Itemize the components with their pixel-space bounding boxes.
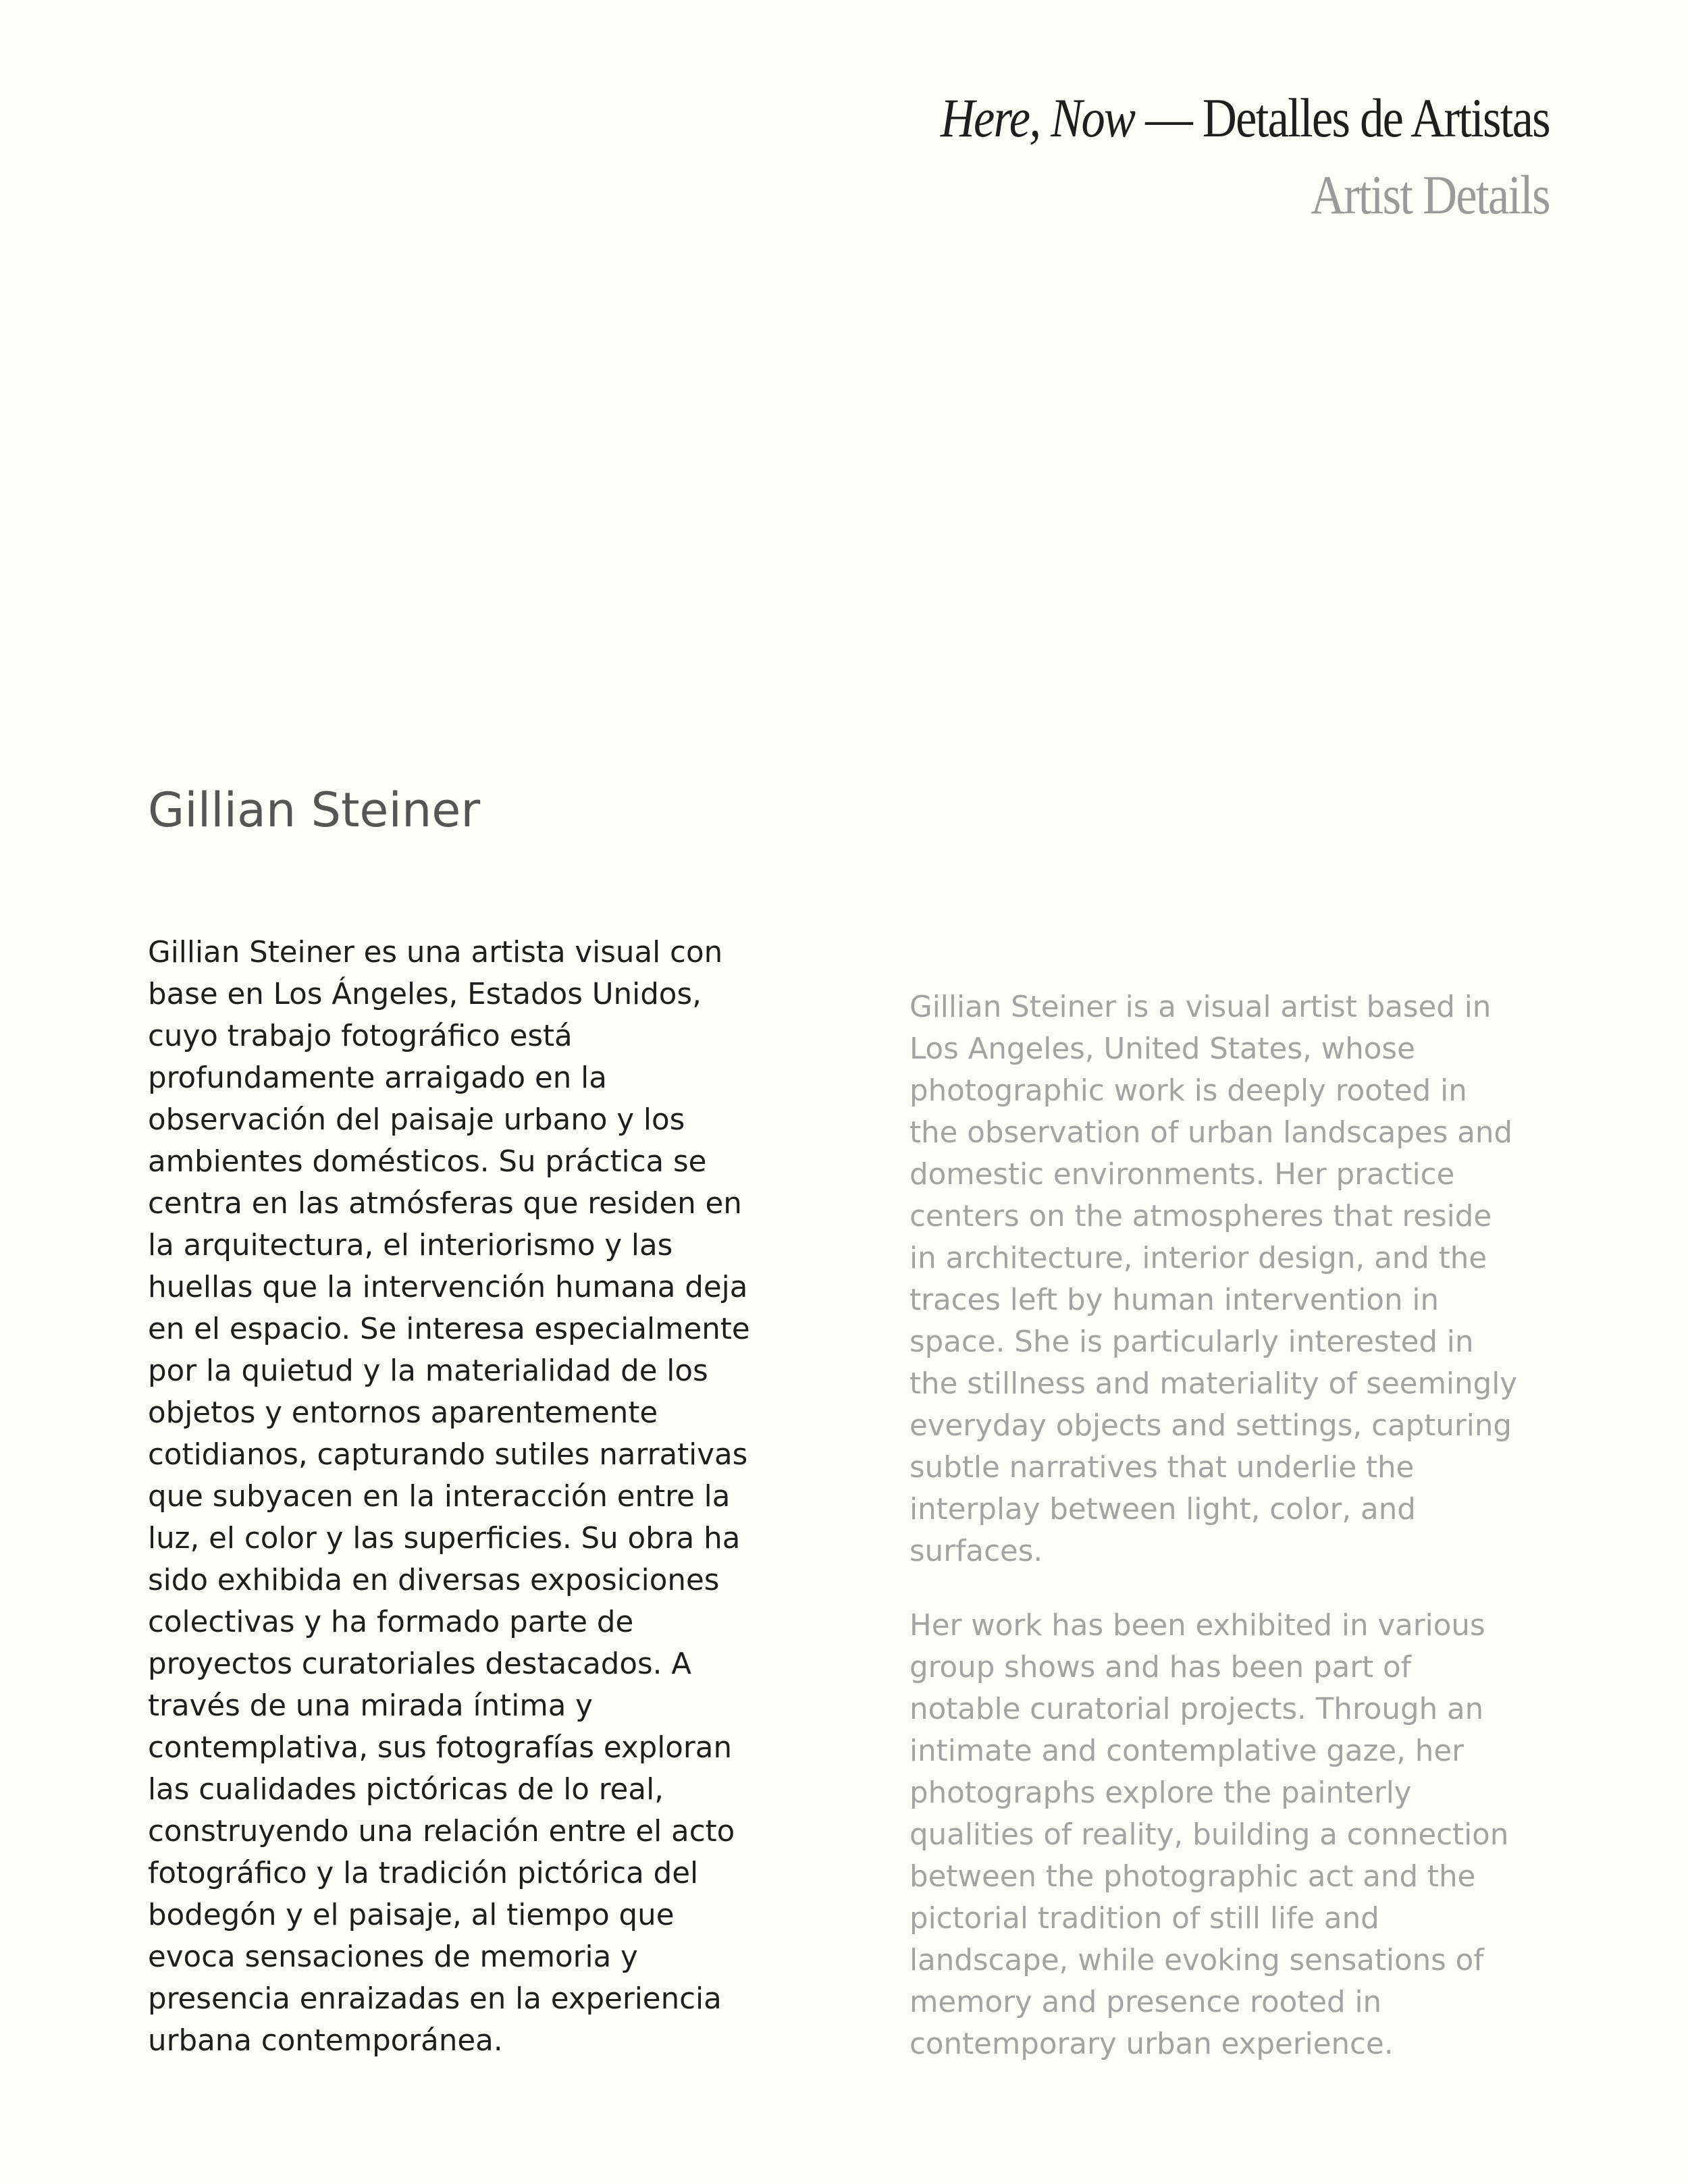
- bio-es-line: Gillian Steiner es una artista visual con: [148, 936, 723, 969]
- bio-en-line: interplay between light, color, and: [909, 1493, 1416, 1526]
- bio-es-line: contemplativa, sus fotografías exploran: [148, 1731, 733, 1765]
- bio-es-line: base en Los Ángeles, Estados Unidos,: [148, 978, 702, 1011]
- bio-es-line: que subyacen en la interacción entre la: [148, 1480, 731, 1514]
- bio-es-line: urbana contemporánea.: [148, 2024, 503, 2058]
- bio-es-line: huellas que la intervención humana deja: [148, 1271, 748, 1304]
- bio-es-line: por la quietud y la materialidad de los: [148, 1354, 708, 1388]
- bio-es-line: centra en las atmósferas que residen en: [148, 1187, 742, 1221]
- exhibition-title: Here, Now: [940, 87, 1135, 149]
- bio-es-line: cuyo trabajo fotográfico está: [148, 1019, 573, 1053]
- bio-es-line: observación del paisaje urbano y los: [148, 1103, 685, 1137]
- bio-es-line: luz, el color y las superficies. Su obra ha: [148, 1522, 741, 1555]
- bio-en-line: Los Angeles, United States, whose: [909, 1032, 1415, 1066]
- artist-name: Gillian Steiner: [148, 782, 481, 838]
- bio-en-line: Gillian Steiner is a visual artist based in: [909, 990, 1492, 1024]
- bio-en-line: centers on the atmospheres that reside: [909, 1200, 1492, 1233]
- bio-en-line: in architecture, interior design, and the: [909, 1242, 1487, 1275]
- bio-es-line: fotográfico y la tradición pictórica del: [148, 1857, 699, 1890]
- bio-en-line: qualities of reality, building a connection: [909, 1818, 1509, 1852]
- bio-en-line: photographic work is deeply rooted in: [909, 1074, 1467, 1108]
- bio-en-line: contemporary urban experience.: [909, 2027, 1394, 2061]
- bio-en-line: pictorial tradition of still life and: [909, 1902, 1379, 1936]
- bio-es-line: través de una mirada íntima y: [148, 1689, 593, 1723]
- bio-es-line: construyendo una relación entre el acto: [148, 1815, 735, 1848]
- header-title-rest: — Detalles de Artistas: [1134, 87, 1550, 149]
- bio-en-line: surfaces.: [909, 1535, 1043, 1568]
- bio-en-line: traces left by human intervention in: [909, 1283, 1440, 1317]
- bio-es-line: ambientes domésticos. Su práctica se: [148, 1145, 707, 1179]
- bio-en-line: domestic environments. Her practice: [909, 1158, 1455, 1192]
- bio-en-line: group shows and has been part of: [909, 1651, 1411, 1684]
- bio-spanish: [148, 932, 750, 2062]
- header-subtitle: Artist Details: [1311, 164, 1550, 225]
- page-header: [841, 84, 1550, 229]
- bio-en-line: the observation of urban landscapes and: [909, 1116, 1513, 1150]
- bio-en-line: notable curatorial projects. Through an: [909, 1693, 1484, 1726]
- header-title: [941, 84, 1550, 152]
- bio-en-line: everyday objects and settings, capturing: [909, 1409, 1512, 1443]
- bio-en-line: subtle narratives that underlie the: [909, 1451, 1415, 1485]
- bio-en-line: between the photographic act and the: [909, 1860, 1476, 1894]
- bio-en-line: landscape, while evoking sensations of: [909, 1944, 1484, 1977]
- bio-es-line: en el espacio. Se interesa especialmente: [148, 1312, 750, 1346]
- bio-en-line: the stillness and materiality of seemingly: [909, 1367, 1518, 1401]
- bio-es-line: las cualidades pictóricas de lo real,: [148, 1773, 664, 1807]
- bio-en-line: Her work has been exhibited in various: [909, 1609, 1485, 1643]
- bio-es-line: bodegón y el paisaje, al tiempo que: [148, 1898, 675, 1932]
- bio-es-line: evoca sensaciones de memoria y: [148, 1940, 638, 1974]
- bio-es-line: presencia enraizadas en la experiencia: [148, 1982, 722, 2016]
- bio-es-line: la arquitectura, el interiorismo y las: [148, 1229, 673, 1262]
- bio-es-line: sido exhibida en diversas exposiciones: [148, 1564, 720, 1597]
- bio-en-paragraph-1: [909, 986, 1517, 1572]
- bio-es-line: objetos y entornos aparentemente: [148, 1396, 658, 1430]
- bio-es-line: colectivas y ha formado parte de: [148, 1605, 634, 1639]
- bio-en-line: photographs explore the painterly: [909, 1776, 1412, 1810]
- bio-en-line: intimate and contemplative gaze, her: [909, 1734, 1464, 1768]
- bio-en-line: space. She is particularly interested in: [909, 1325, 1474, 1359]
- bio-english: [909, 986, 1517, 2065]
- bio-es-line: profundamente arraigado en la: [148, 1061, 607, 1095]
- paragraph-spacer: [909, 1572, 1517, 1605]
- bio-es-line: cotidianos, capturando sutiles narrativas: [148, 1438, 748, 1472]
- bio-en-line: memory and presence rooted in: [909, 1986, 1382, 2019]
- bio-en-paragraph-2: [909, 1605, 1517, 2065]
- bio-es-line: proyectos curatoriales destacados. A: [148, 1647, 692, 1681]
